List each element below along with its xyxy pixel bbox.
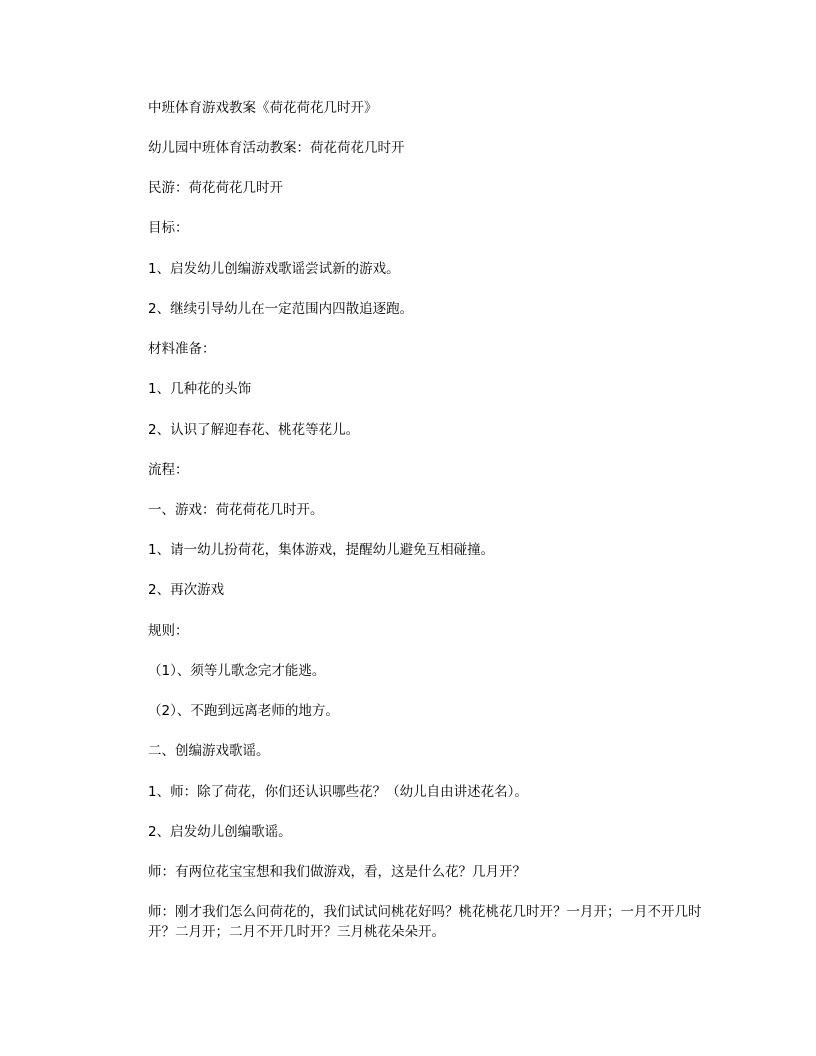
paragraph-folk-game: 民游：荷花荷花几时开 [148,180,283,196]
process-substep-2: 2、再次游戏 [148,582,225,598]
rule-item-2: （2）、不跑到远离老师的地方。 [148,703,339,719]
teacher-line-2: 师：刚才我们怎么问荷花的，我们试试问桃花好吗？桃花桃花几时开？一月开；一月不开几时开？二月开；二月不开几时开？三月桃花朵朵开。 [148,904,702,940]
process-step-2: 二、创编游戏歌谣。 [148,743,270,759]
process-step-2-item-1: 1、师：除了荷花，你们还认识哪些花？（幼儿自由讲述花名）。 [148,784,528,800]
teacher-line-1: 师：有两位花宝宝想和我们做游戏，看，这是什么花？几月开？ [148,864,526,880]
process-step-1: 一、游戏：荷花荷花几时开。 [148,502,324,518]
rule-item-1: （1）、须等儿歌念完才能逃。 [148,663,326,679]
process-substep-1: 1、请一幼儿扮荷花，集体游戏，提醒幼儿避免互相碰撞。 [148,542,495,558]
heading-goals: 目标： [148,220,189,236]
goal-item-2: 2、继续引导幼儿在一定范围内四散追逐跑。 [148,301,414,317]
goal-item-1: 1、启发幼儿创编游戏歌谣尝试新的游戏。 [148,261,400,277]
heading-rules: 规则： [148,623,189,639]
material-item-2: 2、认识了解迎春花、桃花等花儿。 [148,422,360,438]
document-title: 中班体育游戏教案《荷花荷花几时开》 [148,100,378,116]
paragraph-subtitle: 幼儿园中班体育活动教案：荷花荷花几时开 [148,140,405,156]
heading-materials: 材料准备： [148,341,216,357]
process-step-2-item-2: 2、启发幼儿创编歌谣。 [148,824,292,840]
material-item-1: 1、几种花的头饰 [148,381,252,397]
heading-process: 流程： [148,462,189,478]
